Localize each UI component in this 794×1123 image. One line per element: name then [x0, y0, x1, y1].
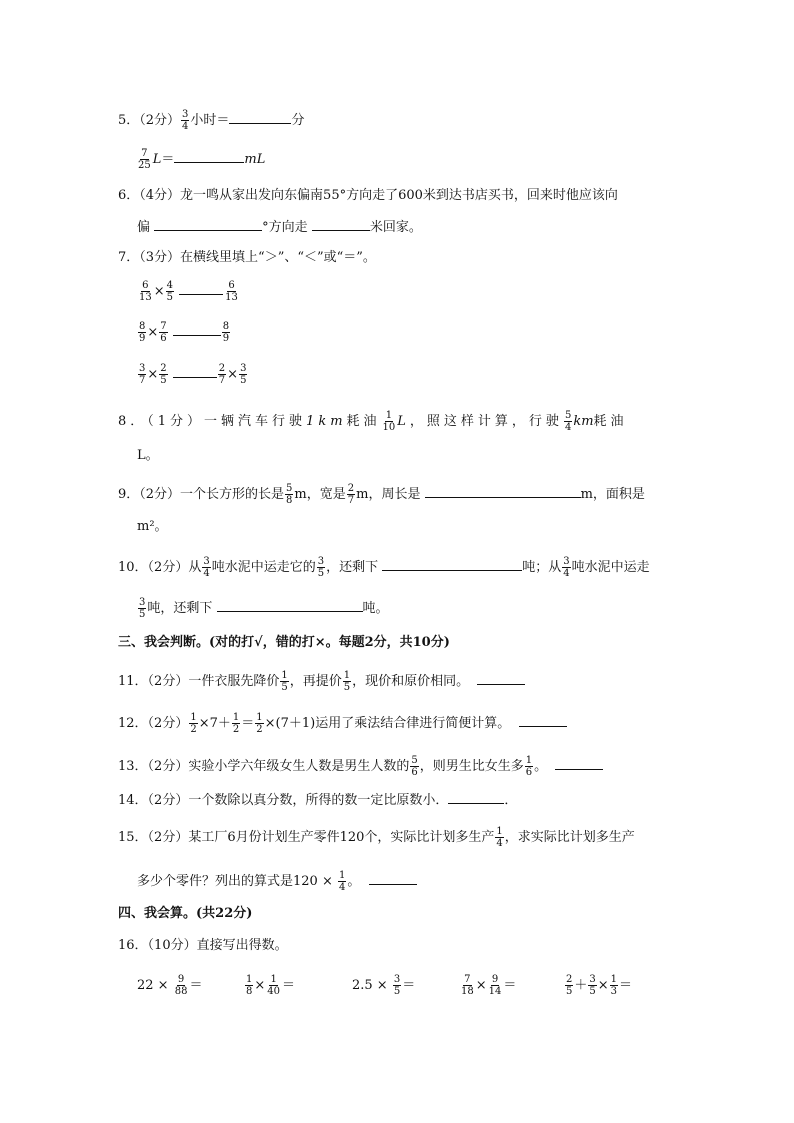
- q14-end: ．: [504, 793, 518, 808]
- q12-text-2: ＝: [241, 716, 255, 731]
- fraction: $\frac{9}{14}$: [488, 974, 502, 997]
- calc-text: 22 ×: [137, 978, 169, 993]
- section-title-judgement: 三、我会判断。(对的打√，错的打×。每题2分，共10分): [118, 635, 450, 650]
- q8-text-3: 耗油: [593, 414, 628, 429]
- compare-row-1: [137, 280, 240, 303]
- fraction: $\frac{6}{13}$: [139, 280, 152, 303]
- answer-blank[interactable]: [519, 714, 567, 727]
- fraction: $\frac{3}{5}$: [240, 363, 247, 386]
- fraction: $\frac{1}{4}$: [496, 826, 503, 849]
- fraction: $\frac{7}{6}$: [160, 321, 167, 344]
- q8-text-2: ，照这样计算，行驶: [409, 414, 563, 429]
- q6-mid: °方向走: [262, 220, 308, 235]
- times: ×: [147, 367, 159, 382]
- q11-pre: 11．（2分）一件衣服先降价: [118, 674, 280, 689]
- q8-pre: 8．（1分）一辆汽车行驶: [118, 414, 307, 429]
- fraction: $\frac{5}{8}$: [286, 483, 293, 506]
- answer-blank[interactable]: [174, 150, 244, 163]
- plus: ＋: [574, 978, 588, 993]
- fraction: $\frac{1}{10}$: [382, 410, 396, 433]
- fraction: $\frac{6}{13}$: [225, 280, 238, 303]
- answer-blank[interactable]: [382, 558, 522, 571]
- fraction: $\frac{1}{2}$: [232, 712, 240, 735]
- calc-item-4: [459, 974, 516, 997]
- times: ×: [227, 367, 239, 382]
- equals: ＝: [402, 978, 416, 993]
- q8-text: 耗油: [346, 414, 381, 429]
- equals: ＝: [189, 978, 203, 993]
- calc-item-5: [564, 974, 632, 997]
- times: ×: [254, 978, 266, 993]
- answer-blank[interactable]: [179, 282, 223, 295]
- fraction: $\frac{7}{18}$: [461, 974, 474, 997]
- answer-blank[interactable]: [173, 365, 217, 378]
- q12-pre: 12．（2分）: [118, 716, 189, 731]
- fraction: $\frac{3}{5}$: [139, 597, 146, 620]
- fraction: $\frac{1}{2}$: [256, 712, 263, 735]
- calc-item-2: [244, 974, 295, 997]
- question-5: [118, 109, 304, 132]
- q11-end: ，现价和原价相同。: [352, 674, 470, 689]
- fraction: $\frac{5}{6}$: [411, 755, 418, 778]
- answer-blank[interactable]: [425, 485, 581, 498]
- compare-row-2: [137, 321, 231, 344]
- fraction: $\frac{4}{5}$: [166, 280, 174, 303]
- fraction: $\frac{1}{8}$: [246, 974, 253, 997]
- question-9: [118, 483, 645, 506]
- question-6-line-2: [137, 218, 422, 237]
- q9-pre: 9．（2分）一个长方形的长是: [118, 487, 285, 502]
- q9-text-2: m，周长是: [356, 487, 421, 502]
- fraction: $\frac{3}{5}$: [393, 974, 401, 997]
- q10-pre: 10．（2分）从: [118, 560, 202, 575]
- q8-km: 1km: [306, 414, 347, 429]
- fraction: $\frac{3}{5}$: [317, 556, 325, 579]
- times: ×: [597, 978, 609, 993]
- q12-text: ×7＋: [198, 716, 231, 731]
- calc-item-1: [137, 974, 202, 997]
- fraction: $\frac{1}{6}$: [525, 755, 533, 778]
- q8-km-2: km: [573, 414, 594, 429]
- q15-text-3: 。: [347, 874, 361, 889]
- answer-blank[interactable]: [555, 757, 603, 770]
- fraction: $\frac{1}{40}$: [267, 974, 281, 997]
- calc-item-3: [352, 974, 415, 997]
- fraction: $\frac{2}{5}$: [566, 974, 573, 997]
- q15-pre: 15．（2分）某工厂6月份计划生产零件120个，实际比计划多生产: [118, 830, 495, 845]
- fraction: $\frac{3}{4}$: [203, 556, 210, 579]
- question-5-part-2: [136, 148, 265, 171]
- question-12: [118, 712, 567, 735]
- section-title-calculate: 四、我会算。(共22分): [118, 906, 253, 921]
- q13-text: ，则男生比女生多: [419, 759, 524, 774]
- times: ×: [147, 325, 159, 340]
- equals: ＝: [503, 978, 517, 993]
- question-8: [118, 410, 628, 433]
- question-15-line-2: [137, 870, 417, 893]
- question-11: [118, 670, 525, 693]
- q15-text: ，求实际比计划多生产: [504, 830, 635, 845]
- question-8-line-2: [137, 446, 159, 465]
- answer-blank[interactable]: [369, 872, 417, 885]
- unit-l: L: [152, 152, 162, 167]
- q5-text: 小时＝: [190, 113, 230, 128]
- unit-ml: mL: [244, 152, 266, 167]
- fraction: $\frac{2}{7}$: [218, 363, 226, 386]
- question-13: [118, 755, 603, 778]
- times: ×: [475, 978, 487, 993]
- q10-text-4: 吨水泥中运走: [571, 560, 650, 575]
- q9-text: m，宽是: [294, 487, 346, 502]
- q5-unit: 分: [291, 113, 305, 128]
- q14-text: 14．（2分）一个数除以真分数，所得的数一定比原数小．: [118, 793, 449, 808]
- answer-blank[interactable]: [217, 599, 363, 612]
- unit-l: L: [397, 414, 410, 429]
- fraction: $\frac{8}{9}$: [222, 321, 230, 344]
- q13-pre: 13．（2分）实验小学六年级女生人数是男生人数的: [118, 759, 410, 774]
- fraction: $\frac{1}{5}$: [281, 670, 288, 693]
- q10-text-6: 吨。: [362, 601, 389, 616]
- q11-mid: ，再提价: [289, 674, 342, 689]
- q10-text-5: 吨，还剩下: [147, 601, 213, 616]
- equals: ＝: [619, 978, 633, 993]
- q9-text-3: m，面积是: [580, 487, 645, 502]
- fraction: $\frac{7}{25}$: [138, 148, 151, 171]
- question-9-line-2: m²。: [137, 519, 168, 534]
- q10-text-3: 吨；从: [522, 560, 562, 575]
- fraction: $\frac{8}{9}$: [139, 321, 146, 344]
- q6-post: 米回家。: [369, 220, 422, 235]
- q5-prefix: 5．（2分）: [118, 113, 181, 128]
- question-10-line-2: [137, 597, 389, 620]
- equals: ＝: [282, 978, 296, 993]
- fraction: $\frac{1}{3}$: [610, 974, 618, 997]
- q12-text-3: ×(7＋1)运用了乘法结合律进行简便计算。: [264, 716, 511, 731]
- calc-text: 2.5 ×: [352, 978, 388, 993]
- fraction: $\frac{3}{4}$: [182, 109, 189, 132]
- q13-text-2: 。: [534, 759, 548, 774]
- q10-text-2: ，还剩下: [326, 560, 379, 575]
- fraction: $\frac{9}{88}$: [174, 974, 188, 997]
- question-14: [118, 791, 517, 810]
- answer-blank[interactable]: [154, 218, 262, 231]
- q6-pre: 偏: [137, 220, 151, 235]
- question-10: [118, 556, 650, 579]
- fraction: $\frac{1}{5}$: [343, 670, 351, 693]
- question-6: 6．（4分）龙一鸣从家出发向东偏南55°方向走了600米到达书店买书，回来时他应该向: [118, 188, 618, 203]
- answer-blank[interactable]: [173, 323, 221, 336]
- fraction: $\frac{2}{5}$: [160, 363, 167, 386]
- answer-blank[interactable]: [312, 218, 370, 231]
- fraction: $\frac{1}{4}$: [338, 870, 346, 893]
- question-7: 7．（3分）在横线里填上“＞”、“＜”或“＝”。: [118, 250, 376, 265]
- question-15: [118, 826, 635, 849]
- fraction: $\frac{3}{4}$: [563, 556, 570, 579]
- times: ×: [153, 284, 165, 299]
- answer-blank[interactable]: [229, 111, 291, 124]
- compare-row-3: [137, 363, 248, 386]
- answer-blank[interactable]: [448, 791, 504, 804]
- question-16: 16．（10分）直接写出得数。: [118, 938, 288, 953]
- equals: ＝: [161, 152, 175, 167]
- q10-text: 吨水泥中运走它的: [211, 560, 316, 575]
- fraction: $\frac{5}{4}$: [564, 410, 572, 433]
- q8-end: L。: [137, 448, 159, 463]
- answer-blank[interactable]: [477, 672, 525, 685]
- fraction: $\frac{3}{5}$: [589, 974, 596, 997]
- q15-text-2: 多少个零件？列出的算式是120 ×: [137, 874, 333, 889]
- fraction: $\frac{2}{7}$: [347, 483, 355, 506]
- fraction: $\frac{1}{2}$: [190, 712, 197, 735]
- fraction: $\frac{3}{7}$: [139, 363, 146, 386]
